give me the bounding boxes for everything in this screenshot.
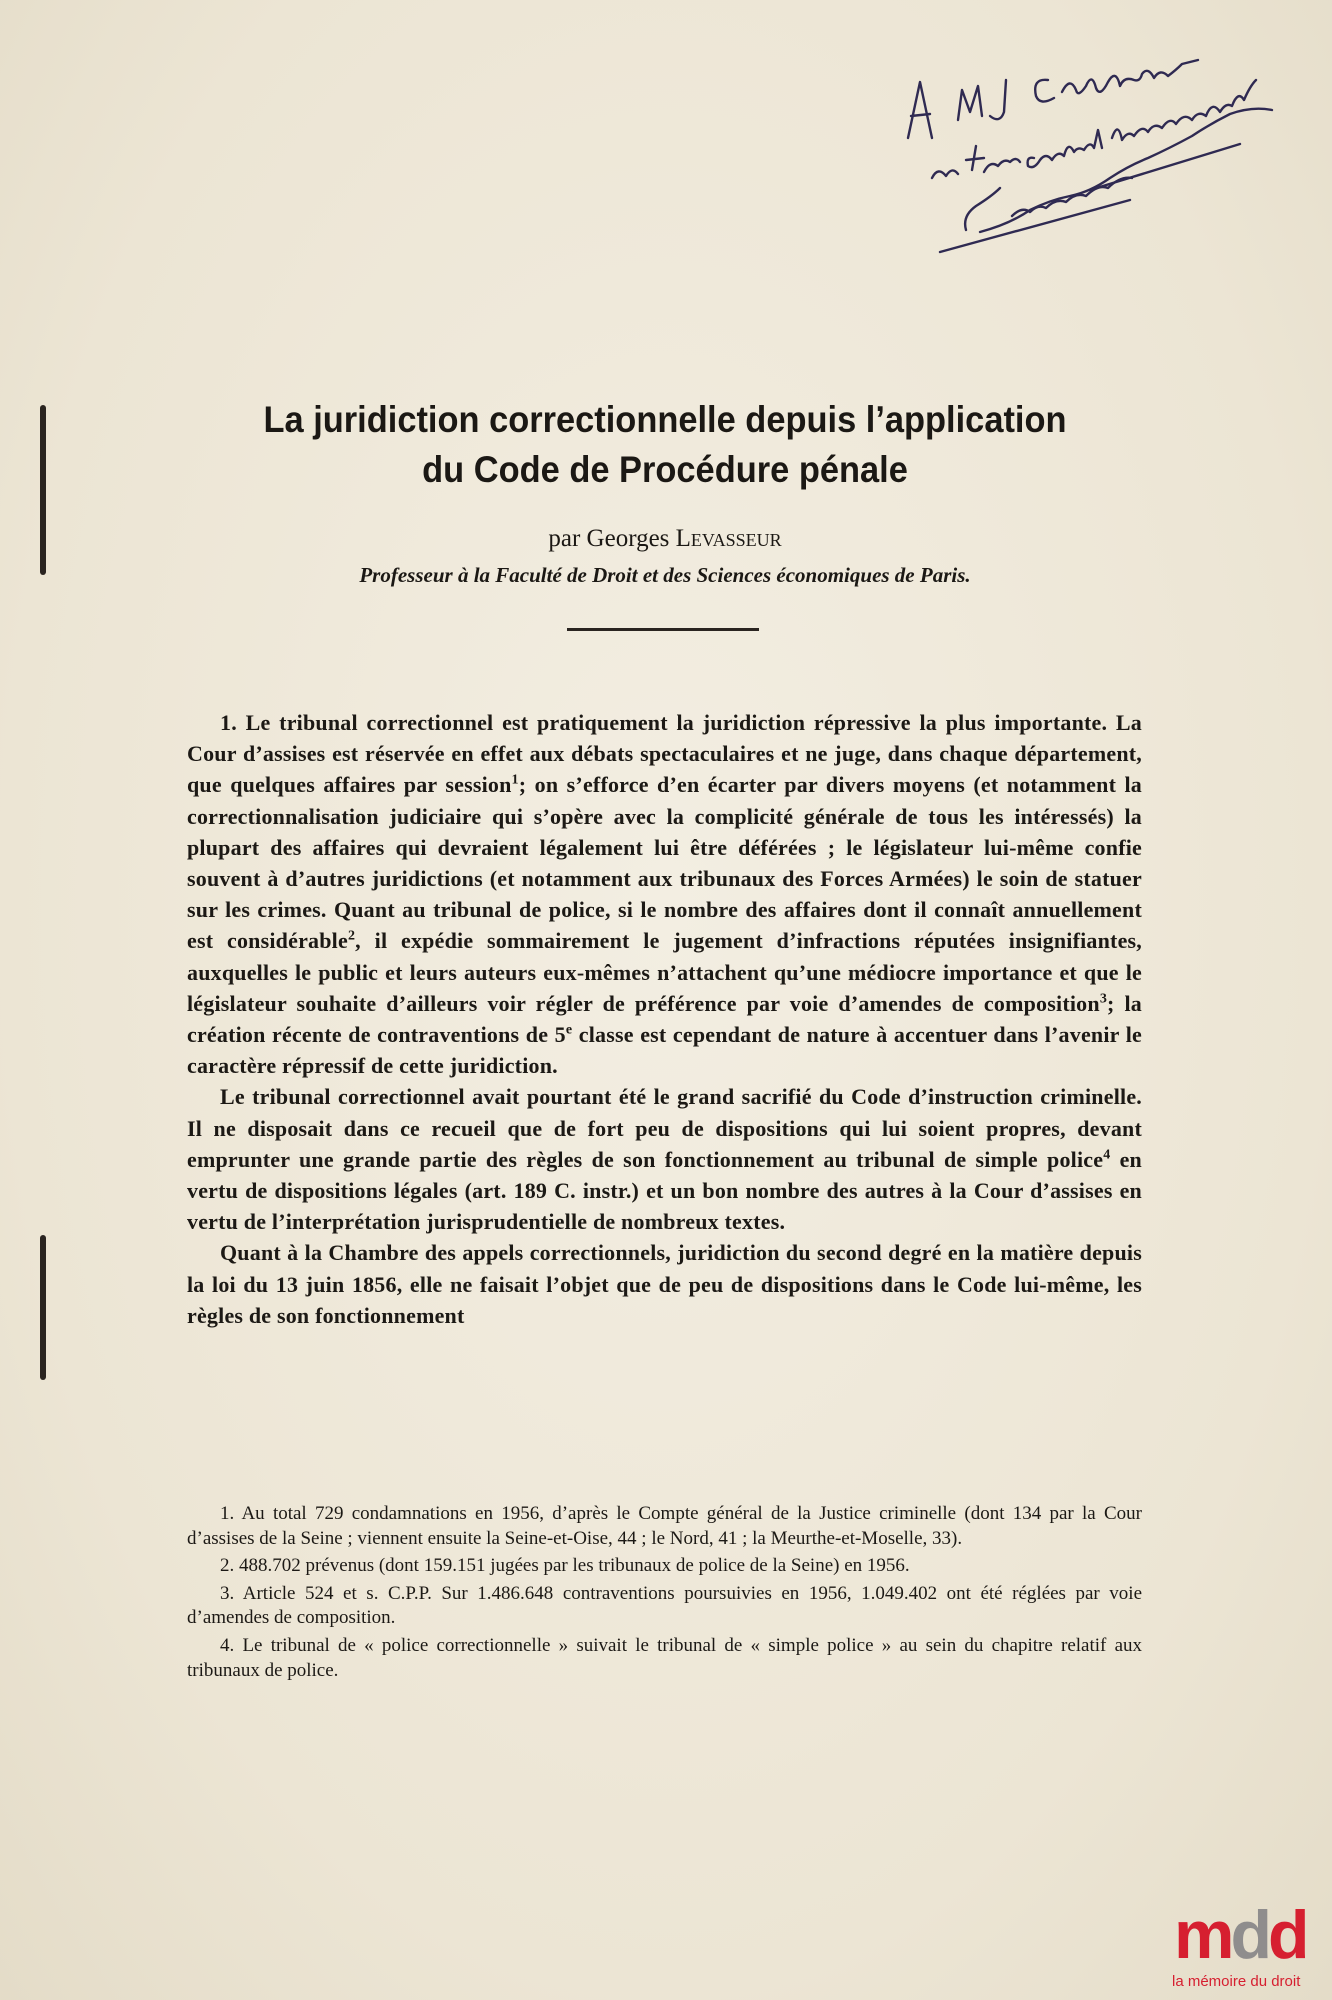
ordinal-superscript: e	[565, 1022, 573, 1038]
logo-tagline: la mémoire du droit	[1172, 1973, 1301, 1990]
byline	[170, 525, 1160, 553]
byline-prefix: par Georges	[548, 525, 670, 552]
binding-stitch	[40, 405, 46, 575]
mdd-logo	[1172, 1897, 1332, 2000]
body-text	[187, 707, 1142, 1331]
footnote-3: 3. Article 524 et s. C.P.P. Sur 1.486.648 contraventions poursuivies en 1956, 1.049.402 ont été réglées par voie d’amendes de composition.	[187, 1582, 1142, 1629]
title-divider	[567, 628, 759, 631]
author-surname: Levasseur	[675, 525, 782, 552]
logo-mark: mdd	[1174, 1897, 1306, 1973]
title-line-2: du Code de Procédure pénale	[422, 449, 908, 490]
author-affiliation: Professeur à la Faculté de Droit et des Sciences économiques de Paris.	[359, 563, 971, 587]
footnote-2: 2. 488.702 prévenus (dont 159.151 jugées par les tribunaux de police de la Seine) en 1956.	[220, 1555, 910, 1577]
footnote-ref-2: 2	[347, 929, 356, 945]
paragraph-2: Le tribunal correctionnel avait pourtant été le grand sacrifié du Code d’instruction criminelle. Il ne disposait dans ce recueil que de fort peu de dispositions qui lui soient propres, devant emprunter une grande partie des règles de son fonctionnement au tribunal de simple police$^4$ en vertu de dispositions légales (art. 189 C. instr.) et un bon nombre des autres à la Cour d’assises en vertu de l’interprétation jurisprudentielle de nombreux textes.	[187, 1084, 1142, 1235]
paragraph-1: 1. Le tribunal correctionnel est pratiquement la juridiction répressive la plus importante. La Cour d’assises est réservée en effet aux débats spectaculaires et ne juge, dans chaque département, que quelques affaires par session$^1$; on s’efforce d’en écarter par divers moyens (et notamment la correctionnalisation judiciaire qui s’opère avec la complicité générale de tous les intéressés) la plupart des affaires qui devraient légalement lui être déférées ; le législateur lui-même confie souvent à d’autres juridictions (et notamment aux tribunaux des Forces Armées) le soin de statuer sur les crimes. Quant au tribunal de police, si le nombre des affaires dont il connaît annuellement est considérable$^2$, il expédie sommairement le jugement d’infractions réputées insignifiantes, auxquelles le public et leurs auteurs eux-mêmes n’attachent qu’une médiocre importance et que le législateur souhaite d’ailleurs voir régler de préférence par voie d’amendes de composition$^3$; la création récente de contraventions de 5e classe est cependant de nature à accentuer dans l’avenir le caractère répressif de cette juridiction.	[187, 710, 1142, 1079]
footnote-4: 4. Le tribunal de « police correctionnelle » suivait le tribunal de « simple police » au sein du chapitre relatif aux tribunaux de police.	[187, 1634, 1142, 1681]
footnote-1: 1. Au total 729 condamnations en 1956, d’après le Compte général de la Justice criminelle (dont 134 par la Cour d’assises de la Seine ; viennent ensuite la Seine-et-Oise, 44 ; le Nord, 41 ; la Meurthe-et-Moselle, 33).	[187, 1503, 1142, 1549]
footnotes	[187, 1502, 1142, 1686]
footnote-ref-1: 1	[511, 773, 519, 789]
binding-stitch	[40, 1235, 46, 1380]
article-title	[205, 395, 1126, 495]
footnote-ref-3: 3	[1099, 991, 1108, 1007]
footnote-ref-4: 4	[1103, 1147, 1111, 1163]
handwriting-strokes	[880, 20, 1320, 260]
title-line-1: La juridiction correctionnelle depuis l’application	[263, 399, 1067, 440]
handwritten-dedication	[880, 20, 1320, 260]
paragraph-3: Quant à la Chambre des appels correctionnels, juridiction du second degré en la matière depuis la loi du 13 juin 1856, elle ne faisait l’objet que de peu de dispositions dans le Code lui-même, les règles de son fonctionnement	[187, 1240, 1142, 1328]
